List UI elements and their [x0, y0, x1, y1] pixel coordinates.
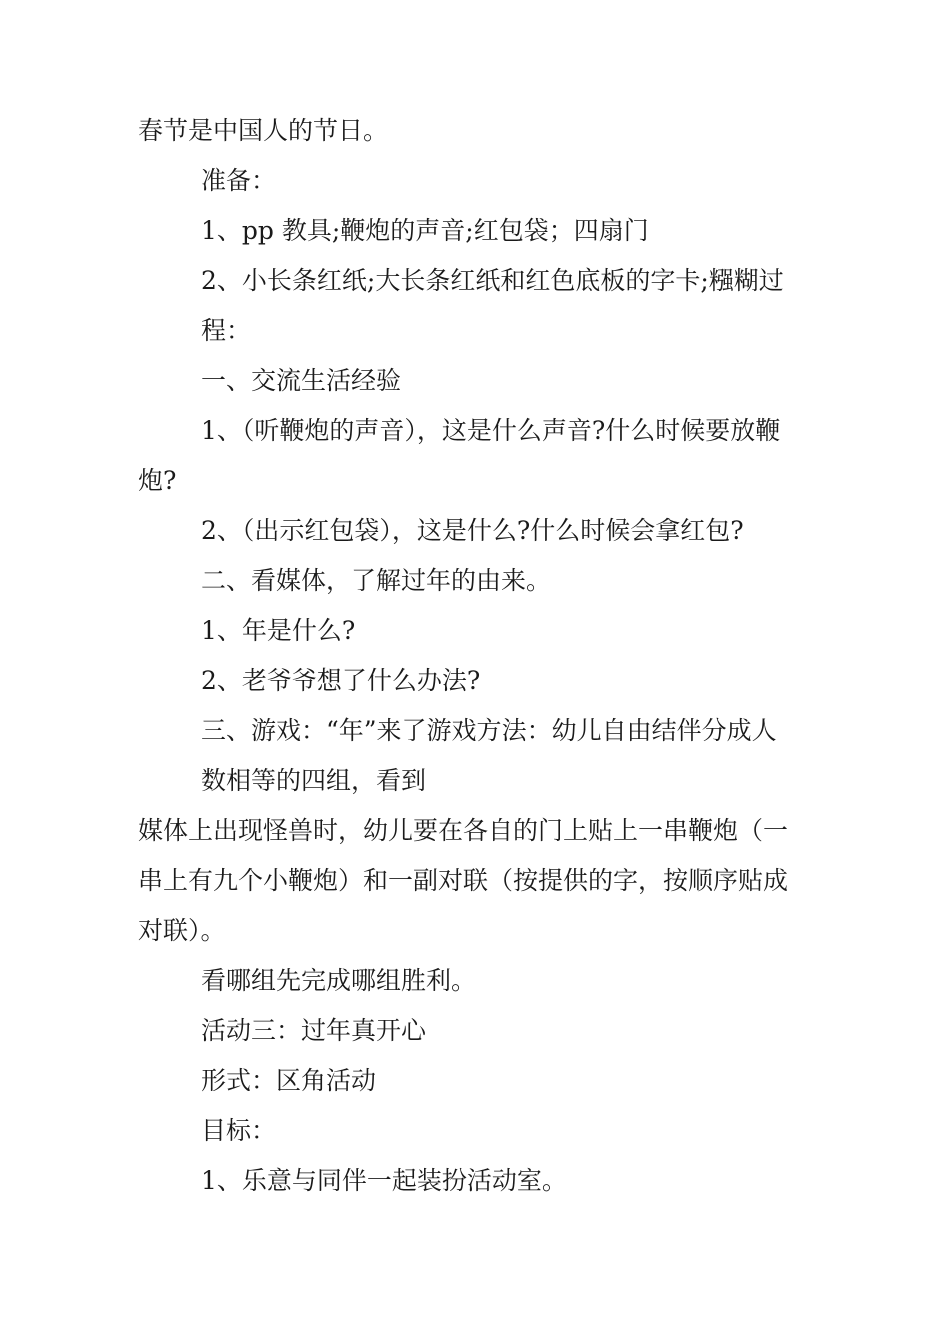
paragraph-line: 三、游戏：“年”来了游戏方法：幼儿自由结伴分成人 — [201, 716, 777, 745]
paragraph-line: 程： — [201, 316, 252, 345]
paragraph-line: 1、（听鞭炮的声音），这是什么声音?什么时候要放鞭 — [201, 416, 781, 445]
paragraph-line: 活动三：过年真开心 — [201, 1016, 427, 1045]
paragraph-line: 2、（出示红包袋），这是什么?什么时候会拿红包? — [201, 516, 744, 545]
paragraph-line: 媒体上出现怪兽时，幼儿要在各自的门上贴上一串鞭炮（一 — [138, 816, 789, 845]
paragraph-line: 2、小长条红纸;大长条红纸和红色底板的字卡;糨糊过 — [201, 266, 784, 295]
paragraph-line: 一、交流生活经验 — [201, 366, 402, 395]
paragraph-line: 看哪组先完成哪组胜利。 — [201, 966, 477, 995]
paragraph-line: 形式：区角活动 — [201, 1066, 377, 1095]
paragraph-line: 1、乐意与同伴一起装扮活动室。 — [201, 1166, 567, 1195]
paragraph-line: 炮? — [138, 466, 177, 495]
paragraph-line: 数相等的四组，看到 — [201, 766, 427, 795]
paragraph-line: 春节是中国人的节日。 — [138, 116, 389, 145]
document-body — [138, 106, 828, 1206]
paragraph-line: 目标： — [201, 1116, 277, 1145]
paragraph-line: 二、看媒体，了解过年的由来。 — [201, 566, 552, 595]
paragraph-line: 对联）。 — [138, 916, 226, 945]
paragraph-line: 2、老爷爷想了什么办法? — [201, 666, 481, 695]
paragraph-line: 1、年是什么? — [201, 616, 356, 645]
paragraph-line: 1、pp 教具;鞭炮的声音;红包袋；四扇门 — [201, 216, 649, 245]
paragraph-line: 准备： — [201, 166, 277, 195]
paragraph-line: 串上有九个小鞭炮）和一副对联（按提供的字，按顺序贴成 — [138, 866, 789, 895]
